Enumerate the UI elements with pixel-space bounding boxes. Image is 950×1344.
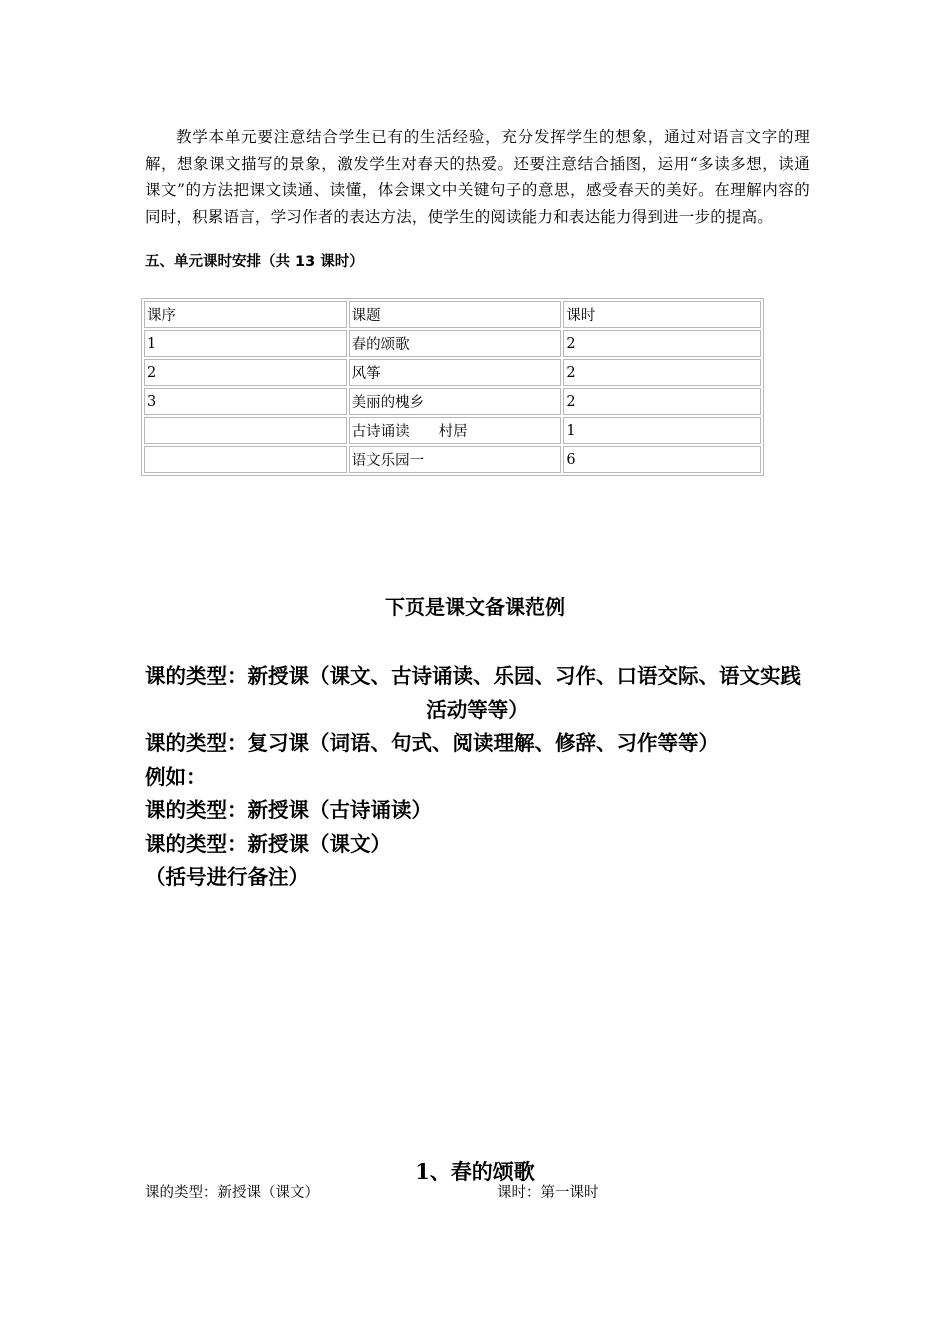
section-heading: 五、单元课时安排（共 13 课时） [145, 254, 364, 270]
table-cell: 古诗诵读 村居 [349, 417, 562, 444]
table-row [144, 388, 761, 415]
lesson-title: 1、春的颂歌 [415, 1159, 535, 1184]
lesson-type-line: 例如： [145, 764, 207, 789]
table-cell: 美丽的槐乡 [349, 388, 562, 415]
table-cell: 语文乐园一 [349, 446, 562, 473]
table-header-cell: 课序 [144, 301, 347, 328]
lesson-period-label: 课时：第一课时 [497, 1185, 599, 1201]
table-header-cell: 课时 [563, 301, 761, 328]
table-cell [144, 417, 347, 444]
next-page-note: 下页是课文备课范例 [385, 595, 565, 619]
lesson-type-line: 活动等等） [426, 697, 529, 722]
lesson-type-line: 课的类型：新授课（古诗诵读） [145, 798, 432, 822]
lesson-type-line: 课的类型：复习课（词语、句式、阅读理解、修辞、习作等等） [145, 731, 719, 755]
table-cell: 2 [563, 330, 761, 357]
lesson-type-line: 课的类型：新授课（课文、古诗诵读、乐园、习作、口语交际、语文实践 [145, 664, 801, 688]
intro-paragraph: 教学本单元要注意结合学生已有的生活经验，充分发挥学生的想象，通过对语言文字的理解，想象课文描写的景象，激发学生对春天的热爱。还要注意结合插图，运用“多读多想，读通课文”的方法把课文读通、读懂，体会课文中关键句子的意思，感受春天的美好。在理解内容的同时，积累语言，学习作者的表达方法，使学生的阅读能力和表达能力得到进一步的提高。 [145, 128, 810, 226]
lesson-type-list [145, 660, 810, 895]
table-row [144, 446, 761, 473]
table-cell [144, 446, 347, 473]
table-cell: 1 [144, 330, 347, 357]
lesson-type-line: （括号进行备注） [145, 865, 309, 889]
table-cell: 6 [563, 446, 761, 473]
table-cell: 春的颂歌 [349, 330, 562, 357]
table-cell: 2 [144, 359, 347, 386]
table-cell: 2 [563, 388, 761, 415]
table-row [144, 330, 761, 357]
lesson-type-line: 课的类型：新授课（课文） [145, 831, 391, 856]
lesson-type-label: 课的类型：新授课（课文） [145, 1185, 319, 1201]
table-header-cell: 课题 [349, 301, 562, 328]
table-cell: 风筝 [349, 359, 562, 386]
table-row [144, 359, 761, 386]
table-header-row [144, 301, 761, 328]
table-row [144, 417, 761, 444]
table-cell: 1 [563, 417, 761, 444]
table-cell: 2 [563, 359, 761, 386]
schedule-table [141, 298, 764, 476]
table-cell: 3 [144, 388, 347, 415]
